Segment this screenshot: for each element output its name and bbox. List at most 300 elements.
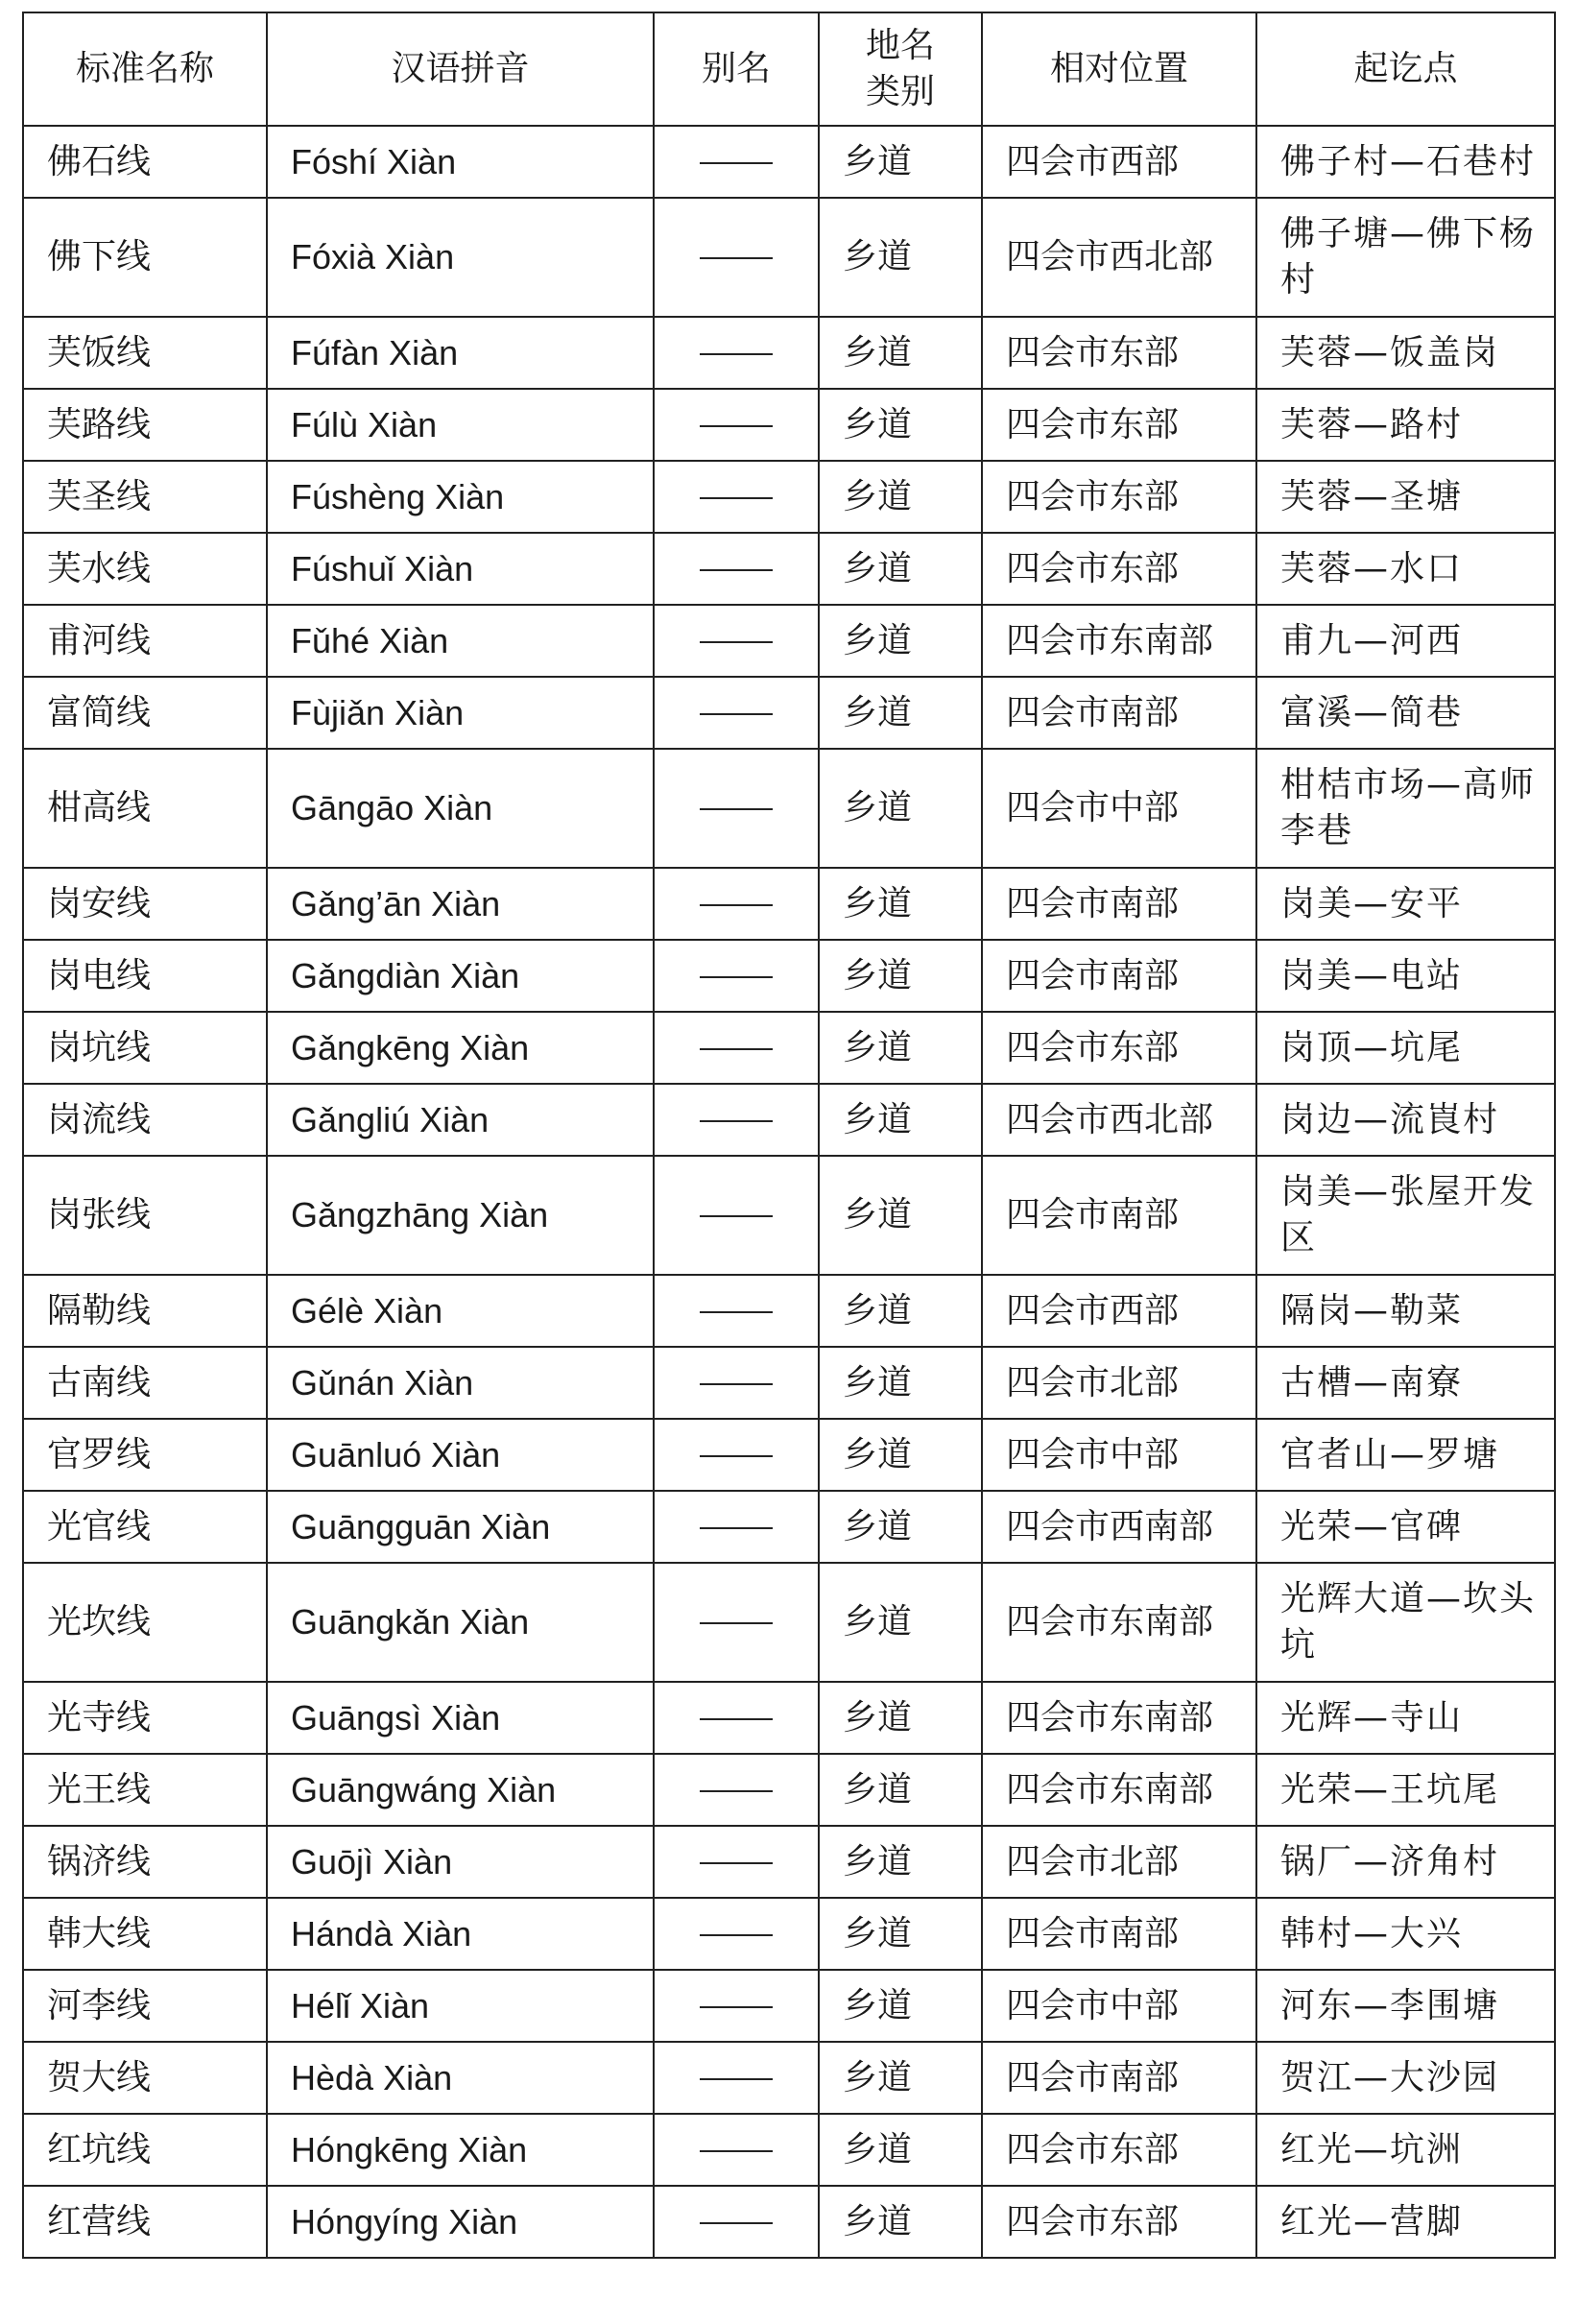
cell-location-text: 四会市南部 bbox=[1006, 955, 1180, 995]
cell-endpoints bbox=[1256, 461, 1555, 533]
alias-dash bbox=[700, 1934, 773, 1936]
cell-location-text: 四会市南部 bbox=[1006, 692, 1180, 732]
alias-dash bbox=[700, 808, 773, 810]
cell-standard-name-text: 岗电线 bbox=[47, 955, 152, 995]
cell-endpoints-text: 芙蓉—圣塘 bbox=[1280, 476, 1464, 516]
cell-standard-name-text: 河李线 bbox=[47, 1985, 152, 2025]
cell-category-text: 乡道 bbox=[843, 1602, 913, 1641]
cell-location bbox=[982, 1156, 1256, 1275]
cell-endpoints bbox=[1256, 605, 1555, 677]
cell-pinyin bbox=[267, 1419, 654, 1491]
cell-pinyin bbox=[267, 1084, 654, 1156]
cell-location bbox=[982, 1563, 1256, 1682]
cell-standard-name-text: 岗张线 bbox=[47, 1195, 152, 1234]
cell-endpoints-text: 光荣—官碑 bbox=[1280, 1506, 1464, 1546]
cell-category-text: 乡道 bbox=[843, 788, 913, 827]
cell-category bbox=[819, 1898, 982, 1970]
cell-category-text: 乡道 bbox=[843, 1769, 913, 1809]
cell-category bbox=[819, 389, 982, 461]
cell-standard-name bbox=[23, 677, 267, 749]
cell-category-text: 乡道 bbox=[843, 1697, 913, 1737]
cell-location-text: 四会市东部 bbox=[1006, 1027, 1180, 1067]
cell-endpoints-text: 芙蓉—饭盖岗 bbox=[1280, 332, 1500, 372]
cell-location bbox=[982, 677, 1256, 749]
table-row bbox=[23, 1826, 1555, 1898]
cell-alias bbox=[654, 1156, 819, 1275]
table-row bbox=[23, 1347, 1555, 1419]
cell-location bbox=[982, 1826, 1256, 1898]
cell-category bbox=[819, 1754, 982, 1826]
cell-location bbox=[982, 1419, 1256, 1491]
cell-endpoints bbox=[1256, 677, 1555, 749]
cell-alias bbox=[654, 1826, 819, 1898]
cell-alias bbox=[654, 1419, 819, 1491]
document-page bbox=[22, 12, 1554, 2259]
cell-category bbox=[819, 1012, 982, 1084]
cell-endpoints bbox=[1256, 1012, 1555, 1084]
cell-standard-name-text: 红营线 bbox=[47, 2201, 152, 2241]
cell-endpoints-text: 古槽—南寮 bbox=[1280, 1362, 1464, 1402]
cell-pinyin bbox=[267, 1754, 654, 1826]
alias-dash bbox=[700, 2006, 773, 2008]
cell-location-text: 四会市南部 bbox=[1006, 1913, 1180, 1953]
alias-dash bbox=[700, 713, 773, 715]
header-standard-name: 标准名称 bbox=[23, 12, 267, 126]
cell-pinyin-text: Fúfàn Xiàn bbox=[291, 332, 459, 372]
cell-endpoints bbox=[1256, 2186, 1555, 2258]
cell-pinyin bbox=[267, 1826, 654, 1898]
cell-standard-name bbox=[23, 2186, 267, 2258]
header-endpoints: 起讫点 bbox=[1256, 12, 1555, 126]
cell-alias bbox=[654, 868, 819, 940]
cell-pinyin bbox=[267, 1491, 654, 1563]
cell-location bbox=[982, 1754, 1256, 1826]
cell-standard-name bbox=[23, 1012, 267, 1084]
cell-location-text: 四会市南部 bbox=[1006, 1195, 1180, 1234]
cell-alias bbox=[654, 605, 819, 677]
cell-endpoints bbox=[1256, 2114, 1555, 2186]
cell-alias bbox=[654, 1682, 819, 1754]
cell-endpoints bbox=[1256, 389, 1555, 461]
cell-endpoints bbox=[1256, 1419, 1555, 1491]
cell-category-text: 乡道 bbox=[843, 1362, 913, 1402]
cell-pinyin bbox=[267, 868, 654, 940]
cell-location bbox=[982, 605, 1256, 677]
cell-category-text: 乡道 bbox=[843, 1434, 913, 1474]
cell-endpoints-text: 岗美—电站 bbox=[1280, 955, 1464, 995]
cell-endpoints bbox=[1256, 868, 1555, 940]
cell-standard-name-text: 贺大线 bbox=[47, 2057, 152, 2097]
cell-location-text: 四会市西南部 bbox=[1006, 1506, 1214, 1546]
cell-standard-name bbox=[23, 389, 267, 461]
cell-pinyin-text: Guāngsì Xiàn bbox=[291, 1697, 501, 1737]
cell-pinyin bbox=[267, 317, 654, 389]
cell-standard-name-text: 芙水线 bbox=[47, 548, 152, 588]
cell-endpoints bbox=[1256, 940, 1555, 1012]
table-row bbox=[23, 1754, 1555, 1826]
cell-pinyin-text: Gǎngkēng Xiàn bbox=[291, 1027, 530, 1067]
cell-endpoints-text: 佛子塘—佛下杨村 bbox=[1280, 214, 1537, 299]
cell-pinyin bbox=[267, 2186, 654, 2258]
cell-alias bbox=[654, 677, 819, 749]
cell-alias bbox=[654, 1275, 819, 1347]
cell-standard-name bbox=[23, 1347, 267, 1419]
table-row bbox=[23, 749, 1555, 868]
cell-alias bbox=[654, 317, 819, 389]
cell-endpoints-text: 岗美—安平 bbox=[1280, 883, 1464, 923]
cell-category bbox=[819, 1419, 982, 1491]
alias-dash bbox=[700, 1718, 773, 1720]
cell-pinyin-text: Guāngwáng Xiàn bbox=[291, 1769, 557, 1809]
cell-alias bbox=[654, 1754, 819, 1826]
cell-standard-name bbox=[23, 461, 267, 533]
cell-pinyin-text: Fúshèng Xiàn bbox=[291, 476, 505, 516]
cell-endpoints bbox=[1256, 1563, 1555, 1682]
cell-endpoints bbox=[1256, 198, 1555, 317]
cell-endpoints-text: 岗顶—坑尾 bbox=[1280, 1027, 1464, 1067]
cell-endpoints bbox=[1256, 1754, 1555, 1826]
cell-location-text: 四会市东南部 bbox=[1006, 1697, 1214, 1737]
cell-endpoints bbox=[1256, 1970, 1555, 2042]
cell-pinyin bbox=[267, 1682, 654, 1754]
cell-category bbox=[819, 1826, 982, 1898]
cell-location bbox=[982, 461, 1256, 533]
cell-location-text: 四会市东部 bbox=[1006, 404, 1180, 444]
cell-endpoints bbox=[1256, 749, 1555, 868]
cell-category-text: 乡道 bbox=[843, 620, 913, 660]
cell-category-text: 乡道 bbox=[843, 2129, 913, 2169]
cell-standard-name-text: 岗安线 bbox=[47, 883, 152, 923]
cell-standard-name bbox=[23, 317, 267, 389]
cell-pinyin bbox=[267, 1275, 654, 1347]
cell-pinyin bbox=[267, 749, 654, 868]
cell-pinyin-text: Gǔnán Xiàn bbox=[291, 1362, 474, 1402]
cell-standard-name bbox=[23, 1419, 267, 1491]
cell-location-text: 四会市南部 bbox=[1006, 883, 1180, 923]
cell-endpoints bbox=[1256, 1156, 1555, 1275]
cell-standard-name-text: 富简线 bbox=[47, 692, 152, 732]
cell-location-text: 四会市东南部 bbox=[1006, 1769, 1214, 1809]
cell-location bbox=[982, 1012, 1256, 1084]
cell-category bbox=[819, 317, 982, 389]
cell-standard-name-text: 芙圣线 bbox=[47, 476, 152, 516]
cell-standard-name-text: 光王线 bbox=[47, 1769, 152, 1809]
cell-location bbox=[982, 317, 1256, 389]
cell-standard-name-text: 古南线 bbox=[47, 1362, 152, 1402]
alias-dash bbox=[700, 2078, 773, 2080]
cell-standard-name-text: 甫河线 bbox=[47, 620, 152, 660]
table-row bbox=[23, 1898, 1555, 1970]
cell-alias bbox=[654, 2186, 819, 2258]
cell-endpoints-text: 红光—坑洲 bbox=[1280, 2129, 1464, 2169]
cell-endpoints bbox=[1256, 1491, 1555, 1563]
cell-category bbox=[819, 1491, 982, 1563]
cell-standard-name-text: 光寺线 bbox=[47, 1697, 152, 1737]
cell-pinyin bbox=[267, 677, 654, 749]
cell-category bbox=[819, 2114, 982, 2186]
cell-standard-name-text: 佛下线 bbox=[47, 237, 152, 276]
cell-pinyin bbox=[267, 389, 654, 461]
alias-dash bbox=[700, 1790, 773, 1792]
table-row bbox=[23, 2186, 1555, 2258]
cell-alias bbox=[654, 461, 819, 533]
cell-pinyin-text: Guōjì Xiàn bbox=[291, 1841, 453, 1881]
cell-pinyin bbox=[267, 605, 654, 677]
table-row bbox=[23, 198, 1555, 317]
table-header bbox=[23, 12, 1555, 126]
cell-endpoints bbox=[1256, 1347, 1555, 1419]
cell-location-text: 四会市南部 bbox=[1006, 2057, 1180, 2097]
cell-location bbox=[982, 1347, 1256, 1419]
alias-dash bbox=[700, 257, 773, 259]
cell-pinyin-text: Gǎng’ān Xiàn bbox=[291, 883, 501, 923]
table-row bbox=[23, 533, 1555, 605]
header-category bbox=[819, 12, 982, 126]
cell-endpoints-text: 芙蓉—路村 bbox=[1280, 404, 1464, 444]
alias-dash bbox=[700, 425, 773, 427]
cell-alias bbox=[654, 1491, 819, 1563]
alias-dash bbox=[700, 904, 773, 906]
cell-pinyin-text: Fóxià Xiàn bbox=[291, 237, 455, 276]
cell-category bbox=[819, 461, 982, 533]
cell-alias bbox=[654, 198, 819, 317]
cell-category-text: 乡道 bbox=[843, 2201, 913, 2241]
cell-category-text: 乡道 bbox=[843, 692, 913, 732]
cell-category bbox=[819, 1156, 982, 1275]
cell-endpoints-text: 隔岗—勒菜 bbox=[1280, 1290, 1464, 1330]
cell-category bbox=[819, 1563, 982, 1682]
table-row bbox=[23, 868, 1555, 940]
cell-alias bbox=[654, 2042, 819, 2114]
cell-endpoints bbox=[1256, 1084, 1555, 1156]
cell-category-text: 乡道 bbox=[843, 1506, 913, 1546]
cell-standard-name bbox=[23, 198, 267, 317]
cell-alias bbox=[654, 2114, 819, 2186]
cell-alias bbox=[654, 749, 819, 868]
table-row bbox=[23, 940, 1555, 1012]
table-row bbox=[23, 126, 1555, 198]
cell-pinyin bbox=[267, 1970, 654, 2042]
cell-category-text: 乡道 bbox=[843, 955, 913, 995]
cell-endpoints-text: 红光—营脚 bbox=[1280, 2201, 1464, 2241]
cell-standard-name bbox=[23, 1754, 267, 1826]
cell-standard-name-text: 韩大线 bbox=[47, 1913, 152, 1953]
cell-pinyin bbox=[267, 2114, 654, 2186]
table-row bbox=[23, 461, 1555, 533]
alias-dash bbox=[700, 1622, 773, 1624]
cell-location-text: 四会市西部 bbox=[1006, 1290, 1180, 1330]
cell-endpoints bbox=[1256, 1275, 1555, 1347]
cell-pinyin-text: Gǎngdiàn Xiàn bbox=[291, 955, 520, 995]
cell-endpoints-text: 柑桔市场—高师李巷 bbox=[1280, 765, 1537, 851]
cell-endpoints-text: 锅厂—济角村 bbox=[1280, 1841, 1500, 1881]
cell-standard-name-text: 柑高线 bbox=[47, 788, 152, 827]
cell-category bbox=[819, 1275, 982, 1347]
alias-dash bbox=[700, 976, 773, 978]
alias-dash bbox=[700, 2150, 773, 2152]
cell-endpoints bbox=[1256, 2042, 1555, 2114]
cell-pinyin-text: Gāngāo Xiàn bbox=[291, 788, 493, 827]
cell-pinyin-text: Guāngguān Xiàn bbox=[291, 1506, 551, 1546]
cell-category bbox=[819, 1347, 982, 1419]
cell-standard-name-text: 光官线 bbox=[47, 1506, 152, 1546]
table-row bbox=[23, 605, 1555, 677]
alias-dash bbox=[700, 1311, 773, 1313]
cell-pinyin-text: Fúlù Xiàn bbox=[291, 404, 438, 444]
cell-standard-name bbox=[23, 1682, 267, 1754]
cell-endpoints bbox=[1256, 1682, 1555, 1754]
table-row bbox=[23, 2114, 1555, 2186]
cell-standard-name-text: 光坎线 bbox=[47, 1602, 152, 1641]
cell-category bbox=[819, 1970, 982, 2042]
cell-category bbox=[819, 1084, 982, 1156]
alias-dash bbox=[700, 1862, 773, 1864]
cell-pinyin-text: Gǎngzhāng Xiàn bbox=[291, 1195, 549, 1234]
cell-category-text: 乡道 bbox=[843, 476, 913, 516]
cell-location bbox=[982, 1491, 1256, 1563]
cell-alias bbox=[654, 940, 819, 1012]
cell-category bbox=[819, 198, 982, 317]
cell-category-text: 乡道 bbox=[843, 1913, 913, 1953]
cell-pinyin bbox=[267, 533, 654, 605]
cell-standard-name bbox=[23, 1826, 267, 1898]
cell-pinyin-text: Gǎngliú Xiàn bbox=[291, 1099, 490, 1139]
cell-pinyin-text: Hèdà Xiàn bbox=[291, 2057, 453, 2097]
alias-dash bbox=[700, 162, 773, 164]
cell-category bbox=[819, 2042, 982, 2114]
cell-pinyin-text: Fùjiǎn Xiàn bbox=[291, 692, 465, 732]
cell-category-text: 乡道 bbox=[843, 1841, 913, 1881]
cell-location-text: 四会市北部 bbox=[1006, 1362, 1180, 1402]
cell-category bbox=[819, 940, 982, 1012]
header-alias: 别名 bbox=[654, 12, 819, 126]
cell-standard-name bbox=[23, 1898, 267, 1970]
cell-location-text: 四会市中部 bbox=[1006, 1985, 1180, 2025]
cell-standard-name bbox=[23, 868, 267, 940]
cell-alias bbox=[654, 1898, 819, 1970]
header-row bbox=[23, 12, 1555, 126]
cell-category-text: 乡道 bbox=[843, 1985, 913, 2025]
cell-endpoints-text: 光辉大道—坎头坑 bbox=[1280, 1579, 1537, 1665]
cell-endpoints-text: 岗边—流崀村 bbox=[1280, 1099, 1500, 1139]
alias-dash bbox=[700, 641, 773, 643]
cell-pinyin-text: Fǔhé Xiàn bbox=[291, 620, 449, 660]
cell-standard-name-text: 隔勒线 bbox=[47, 1290, 152, 1330]
cell-location-text: 四会市东南部 bbox=[1006, 620, 1214, 660]
table-row bbox=[23, 2042, 1555, 2114]
cell-location-text: 四会市东部 bbox=[1006, 548, 1180, 588]
cell-location-text: 四会市东部 bbox=[1006, 2201, 1180, 2241]
cell-location-text: 四会市西部 bbox=[1006, 141, 1180, 181]
cell-endpoints-text: 芙蓉—水口 bbox=[1280, 548, 1464, 588]
cell-location-text: 四会市东南部 bbox=[1006, 1602, 1214, 1641]
header-category-line2: 类别 bbox=[865, 72, 935, 111]
cell-location-text: 四会市中部 bbox=[1006, 1434, 1180, 1474]
cell-pinyin-text: Guānluó Xiàn bbox=[291, 1434, 501, 1474]
cell-pinyin bbox=[267, 198, 654, 317]
cell-standard-name bbox=[23, 1275, 267, 1347]
table-row bbox=[23, 1419, 1555, 1491]
cell-category-text: 乡道 bbox=[843, 883, 913, 923]
table-row bbox=[23, 1275, 1555, 1347]
cell-location-text: 四会市东部 bbox=[1006, 476, 1180, 516]
cell-alias bbox=[654, 126, 819, 198]
cell-location bbox=[982, 940, 1256, 1012]
cell-location bbox=[982, 126, 1256, 198]
cell-location bbox=[982, 1898, 1256, 1970]
cell-category bbox=[819, 1682, 982, 1754]
alias-dash bbox=[700, 1527, 773, 1529]
cell-category-text: 乡道 bbox=[843, 404, 913, 444]
cell-location-text: 四会市东部 bbox=[1006, 332, 1180, 372]
table-row bbox=[23, 389, 1555, 461]
cell-alias bbox=[654, 533, 819, 605]
cell-pinyin bbox=[267, 2042, 654, 2114]
cell-standard-name-text: 芙路线 bbox=[47, 404, 152, 444]
cell-standard-name bbox=[23, 1084, 267, 1156]
cell-location-text: 四会市西北部 bbox=[1006, 1099, 1214, 1139]
header-pinyin: 汉语拼音 bbox=[267, 12, 654, 126]
cell-endpoints-text: 岗美—张屋开发区 bbox=[1280, 1172, 1537, 1258]
cell-location-text: 四会市西北部 bbox=[1006, 237, 1214, 276]
cell-category-text: 乡道 bbox=[843, 237, 913, 276]
table-row bbox=[23, 1563, 1555, 1682]
cell-endpoints-text: 光辉—寺山 bbox=[1280, 1697, 1464, 1737]
cell-standard-name bbox=[23, 533, 267, 605]
cell-endpoints bbox=[1256, 533, 1555, 605]
cell-location-text: 四会市北部 bbox=[1006, 1841, 1180, 1881]
cell-pinyin-text: Gélè Xiàn bbox=[291, 1290, 443, 1330]
cell-alias bbox=[654, 1563, 819, 1682]
cell-endpoints bbox=[1256, 126, 1555, 198]
cell-pinyin-text: Fúshuǐ Xiàn bbox=[291, 548, 474, 588]
cell-standard-name bbox=[23, 1970, 267, 2042]
cell-location bbox=[982, 389, 1256, 461]
cell-endpoints bbox=[1256, 1898, 1555, 1970]
cell-standard-name bbox=[23, 126, 267, 198]
cell-standard-name-text: 佛石线 bbox=[47, 141, 152, 181]
header-location: 相对位置 bbox=[982, 12, 1256, 126]
cell-category-text: 乡道 bbox=[843, 1195, 913, 1234]
alias-dash bbox=[700, 1120, 773, 1122]
cell-standard-name bbox=[23, 940, 267, 1012]
cell-pinyin bbox=[267, 1012, 654, 1084]
cell-location bbox=[982, 2186, 1256, 2258]
table-body bbox=[23, 126, 1555, 2258]
place-name-table bbox=[22, 12, 1556, 2259]
cell-category-text: 乡道 bbox=[843, 1290, 913, 1330]
cell-category bbox=[819, 868, 982, 940]
cell-location bbox=[982, 2042, 1256, 2114]
alias-dash bbox=[700, 1048, 773, 1050]
cell-category-text: 乡道 bbox=[843, 1099, 913, 1139]
cell-endpoints-text: 光荣—王坑尾 bbox=[1280, 1769, 1500, 1809]
cell-pinyin-text: Hélǐ Xiàn bbox=[291, 1985, 430, 2025]
cell-standard-name-text: 红坑线 bbox=[47, 2129, 152, 2169]
cell-alias bbox=[654, 1012, 819, 1084]
cell-endpoints-text: 官者山—罗塘 bbox=[1280, 1434, 1500, 1474]
cell-endpoints-text: 河东—李围塘 bbox=[1280, 1985, 1500, 2025]
cell-pinyin-text: Guāngkǎn Xiàn bbox=[291, 1602, 530, 1641]
cell-standard-name-text: 岗流线 bbox=[47, 1099, 152, 1139]
table-row bbox=[23, 1156, 1555, 1275]
cell-category bbox=[819, 749, 982, 868]
cell-pinyin bbox=[267, 1347, 654, 1419]
alias-dash bbox=[700, 1215, 773, 1217]
cell-endpoints-text: 贺江—大沙园 bbox=[1280, 2057, 1500, 2097]
cell-category bbox=[819, 533, 982, 605]
cell-standard-name bbox=[23, 749, 267, 868]
